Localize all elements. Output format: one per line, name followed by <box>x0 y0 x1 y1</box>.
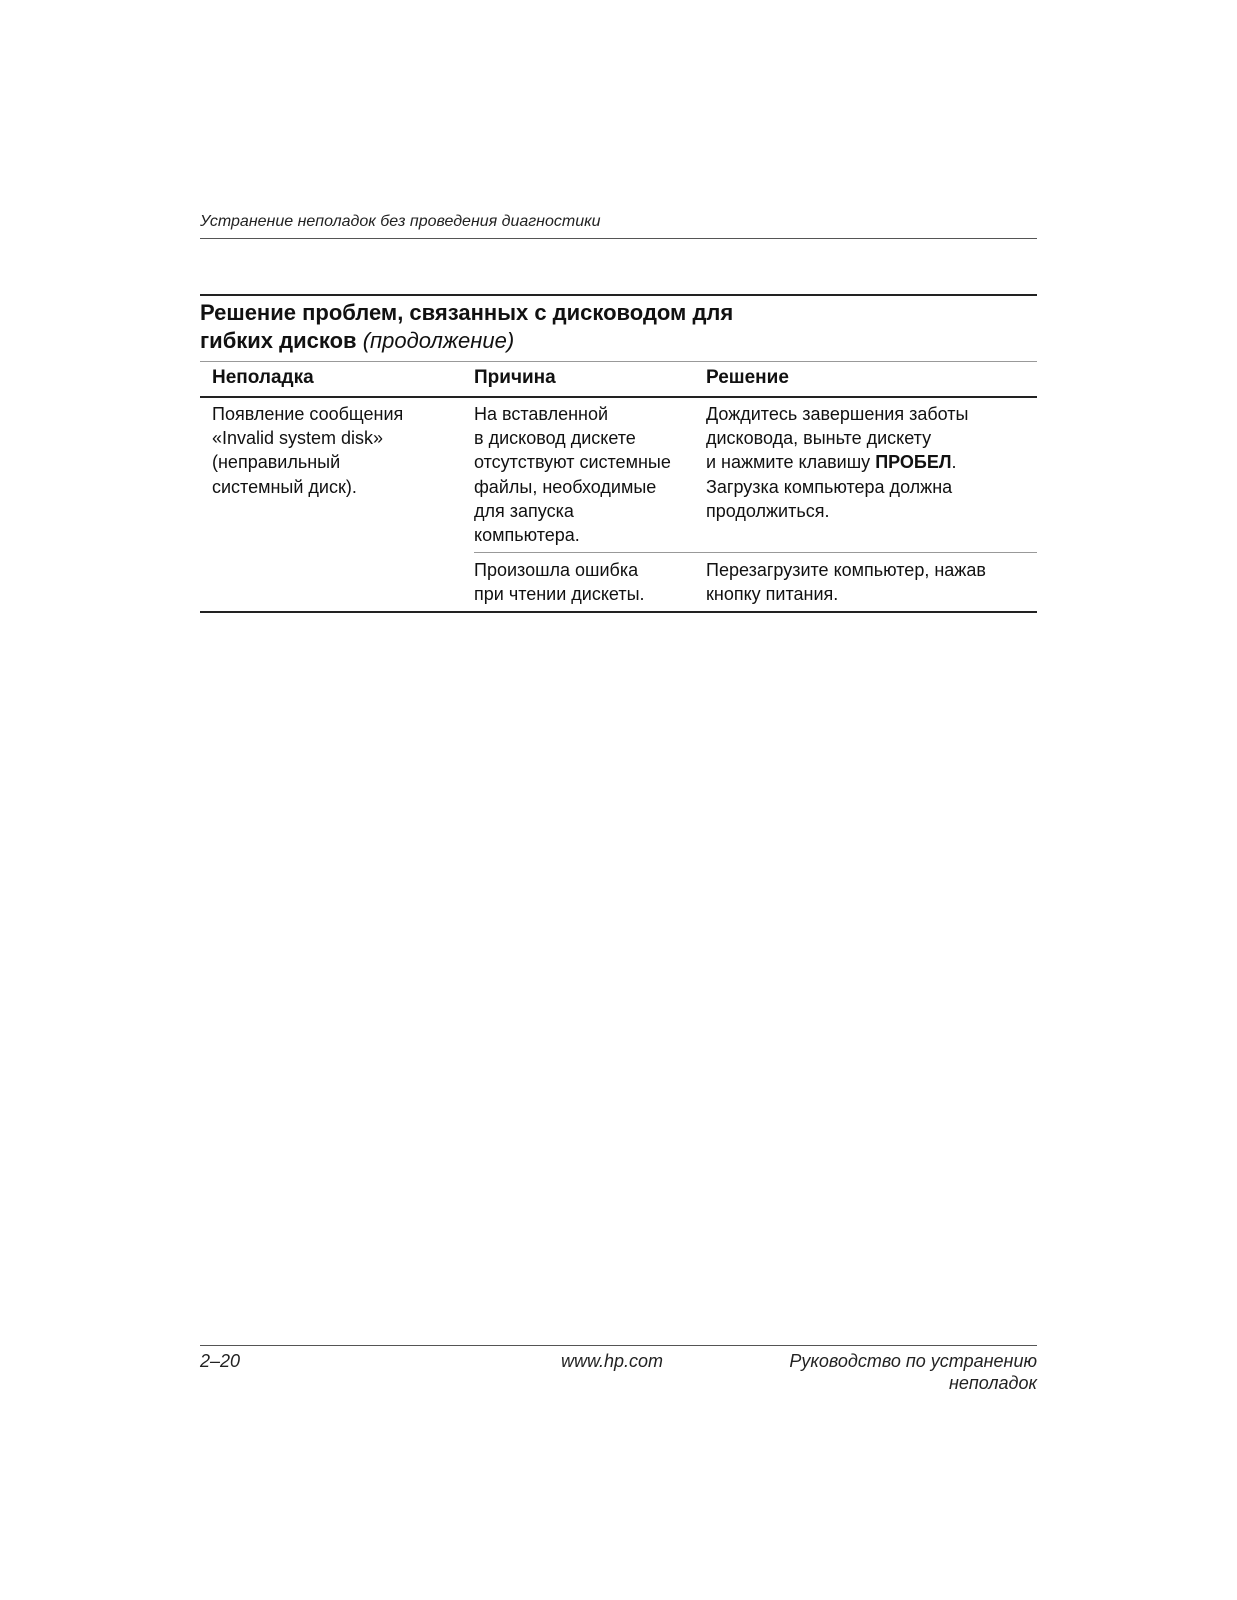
footer-rule <box>200 1345 1037 1346</box>
table-title-line2: гибких дисков <box>200 328 357 353</box>
table-title <box>200 299 900 355</box>
row2-cause: Произошла ошибка при чтении дискеты. <box>474 560 645 605</box>
row2-solution: Перезагрузите компьютер, нажав кнопку питания. <box>706 560 986 605</box>
table-title-continued: (продолжение) <box>362 328 515 353</box>
row1-solution-text-end: . Загрузка компьютера должна продолжиться. <box>706 452 957 521</box>
row1-solution-text: Дождитесь завершения заботы дисковода, выньте дискету и нажмите клавишу <box>706 404 969 473</box>
column-header-cause: Причина <box>474 367 556 388</box>
key-name: ПРОБЕЛ <box>875 452 952 473</box>
footer-manual-title: Руководство по устранению неполадок <box>789 1351 1037 1393</box>
column-header-problem: Неполадка <box>212 367 314 388</box>
header-rule <box>200 238 1037 239</box>
table-header-rule <box>200 396 1037 398</box>
table-top-rule <box>200 361 1037 362</box>
row-separator <box>474 552 1037 553</box>
table-title-rule <box>200 294 1037 296</box>
footer-url: www.hp.com <box>561 1351 664 1371</box>
page-number: 2–20 <box>200 1351 241 1371</box>
column-header-solution: Решение <box>706 367 789 388</box>
row1-cause: На вставленной в дисковод дискете отсутствуют системные файлы, необходимые для запуска компьютера. <box>474 404 671 546</box>
row1-problem: Появление сообщения «Invalid system disk» (неправильный системный диск). <box>212 404 404 497</box>
table-title-line1: Решение проблем, связанных с дисководом для <box>200 300 734 325</box>
table-bottom-rule <box>200 611 1037 613</box>
running-header: Устранение неполадок без проведения диагностики <box>200 213 601 230</box>
row1-solution <box>706 402 968 523</box>
